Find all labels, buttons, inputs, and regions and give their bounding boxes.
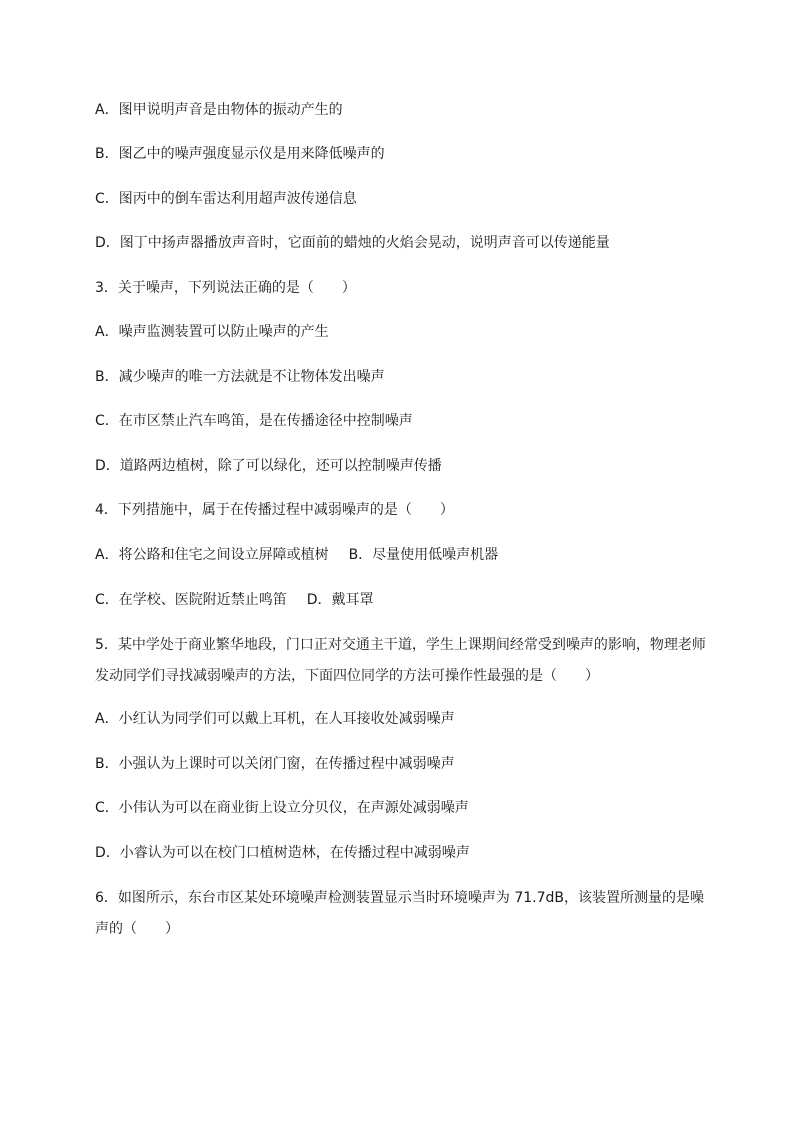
q5-option-a: A．小红认为同学们可以戴上耳机，在人耳接收处减弱噪声 [95, 711, 455, 727]
q5-stem: 5．某中学处于商业繁华地段，门口正对交通主干道，学生上课期间经常受到噪声的影响，物理老师发动同学们寻找减弱噪声的方法，下面四位同学的方法可操作性最强的是（ ） [95, 637, 706, 684]
q2-option-a: A．图甲说明声音是由物体的振动产生的 [95, 102, 343, 118]
q2-option-d: D．图丁中扬声器播放声音时，它面前的蜡烛的火焰会晃动，说明声音可以传递能量 [95, 235, 610, 251]
q3-option-d: D．道路两边植树，除了可以绿化，还可以控制噪声传播 [95, 458, 442, 474]
q3-option-b: B．减少噪声的唯一方法就是不让物体发出噪声 [95, 369, 385, 385]
q5-option-c: C．小伟认为可以在商业街上设立分贝仪，在声源处减弱噪声 [95, 800, 469, 816]
q2-option-b: B．图乙中的噪声强度显示仪是用来降低噪声的 [95, 146, 385, 162]
q4-option-c: C．在学校、医院附近禁止鸣笛 [95, 592, 287, 608]
q4-option-d: D．戴耳罩 [306, 592, 374, 608]
q2-option-c: C．图丙中的倒车雷达利用超声波传递信息 [95, 191, 357, 207]
q4-options-row-2 [95, 590, 715, 610]
q5-option-d: D．小睿认为可以在校门口植树造林，在传播过程中减弱噪声 [95, 845, 470, 861]
q3-option-c: C．在市区禁止汽车鸣笛，是在传播途径中控制噪声 [95, 413, 413, 429]
q4-option-a: A．将公路和住宅之间设立屏障或植树 [95, 547, 329, 563]
q3-option-a: A．噪声监测装置可以防止噪声的产生 [95, 324, 329, 340]
q4-stem: 4．下列措施中，属于在传播过程中减弱噪声的是（ ） [95, 502, 454, 518]
q4-option-b: B．尽量使用低噪声机器 [348, 547, 499, 563]
q6-stem: 6．如图所示，东台市区某处环境噪声检测装置显示当时环境噪声为 71.7dB，该装置所测量的是噪声的（ ） [95, 890, 705, 937]
q3-stem: 3．关于噪声，下列说法正确的是（ ） [95, 280, 356, 296]
q4-options-row-1 [95, 545, 715, 565]
q5-option-b: B．小强认为上课时可以关闭门窗，在传播过程中减弱噪声 [95, 756, 455, 772]
